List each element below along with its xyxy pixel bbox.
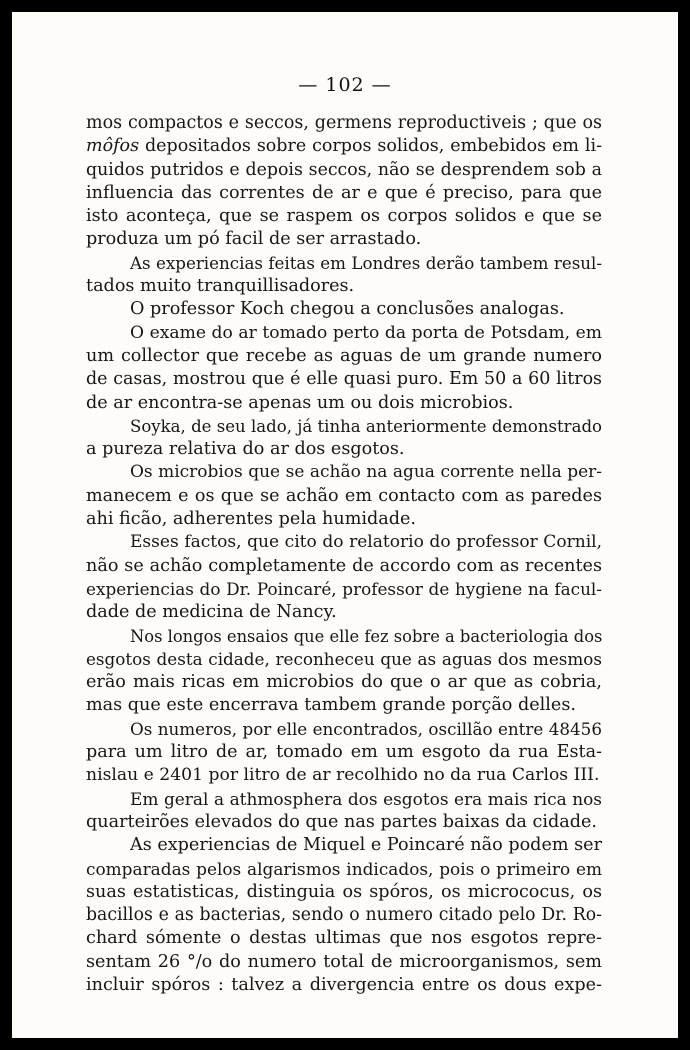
text-line: de casas, mostrou que é elle quasi puro. Em 50 a 60 litros (86, 369, 602, 390)
text-line: tados muito tranquillisadores. (86, 276, 355, 297)
text-line: isto aconteça, que se raspem os corpos solidos e que se (86, 206, 602, 227)
text-line: mos compactos e seccos, germens reproductiveis ; que os (86, 113, 602, 133)
text-line: As experiencias feitas em Londres derão tambem resul- (130, 253, 602, 273)
text-line: Soyka, de seu lado, já tinha anteriormente demonstrado (130, 416, 602, 436)
text-line: chard sómente o destas ultimas que nos esgotos repre- (86, 928, 602, 949)
text-line: quarteirões elevados do que nas partes baixas da cidade. (86, 811, 598, 832)
text-line: de ar encontra-se apenas um ou dois microbios. (86, 392, 514, 413)
book-page (12, 12, 678, 1038)
text-line: Os microbios que se achão na agua corrente nella per- (130, 462, 602, 483)
text-line: um collector que recebe as aguas de um grande numero (86, 345, 602, 366)
text-line: manecem e os que se achão em contacto com as paredes (86, 485, 602, 506)
text-line: suas estatisticas, distinguia os spóros, os micrococus, os (86, 881, 602, 902)
text-line: dade de medicina de Nancy. (86, 602, 337, 623)
text-line: esgotos desta cidade, reconheceu que as aguas dos mesmos (86, 648, 602, 669)
text-line: ahi ficão, adherentes pela humidade. (86, 509, 417, 530)
body-text (86, 112, 602, 997)
text-line: Os numeros, por elle encontrados, oscillão entre 48456 (130, 718, 602, 739)
text-line: Esses factos, que cito do relatorio do professor Cornil, (130, 532, 602, 553)
text-line: mas que este encerrava tambem grande porção delles. (86, 695, 576, 716)
text-line: erão mais ricas em microbios do que o ar que as cobria, (86, 672, 602, 693)
text-line: a pureza relativa do ar dos esgotos. (86, 439, 405, 460)
text-line: môfos depositados sobre corpos solidos, embebidos em li- (86, 136, 602, 157)
text-line: para um litro de ar, tomado em um esgoto da rua Esta- (86, 742, 602, 763)
text-line: comparadas pelos algarismos indicados, pois o primeiro em (86, 858, 602, 879)
text-line: produza um pó facil de ser arrastado. (86, 229, 422, 250)
text-line: nislau e 2401 por litro de ar recolhido no da rua Carlos III. (86, 765, 600, 786)
text-line: O exame do ar tomado perto da porta de Potsdam, em (130, 322, 602, 343)
text-line: sentam 26 °/o do numero total de microorganismos, sem (86, 951, 602, 972)
text-line: não se achão completamente de accordo com as recentes (86, 555, 602, 576)
text-line: quidos putridos e depois seccos, não se desprendem sob a (86, 159, 602, 180)
text-line: O professor Koch chegou a conclusões analogas. (130, 299, 565, 320)
text-line: As experiencias de Miquel e Poincaré não podem ser (130, 835, 602, 856)
text-line: incluir spóros : talvez a divergencia entre os dous expe- (86, 974, 602, 995)
text-line: experiencias do Dr. Poincaré, professor de hygiene na facul- (86, 578, 602, 599)
text-line: Em geral a athmosphera dos esgotos era mais rica nos (130, 788, 602, 809)
text-line: influencia das correntes de ar e que é preciso, para que (86, 182, 602, 203)
text-line: bacillos e as bacterias, sendo o numero citado pelo Dr. Ro- (86, 905, 602, 926)
page-number: — 102 — (298, 74, 392, 96)
text-line: Nos longos ensaios que elle fez sobre a bacteriologia dos (130, 626, 603, 646)
